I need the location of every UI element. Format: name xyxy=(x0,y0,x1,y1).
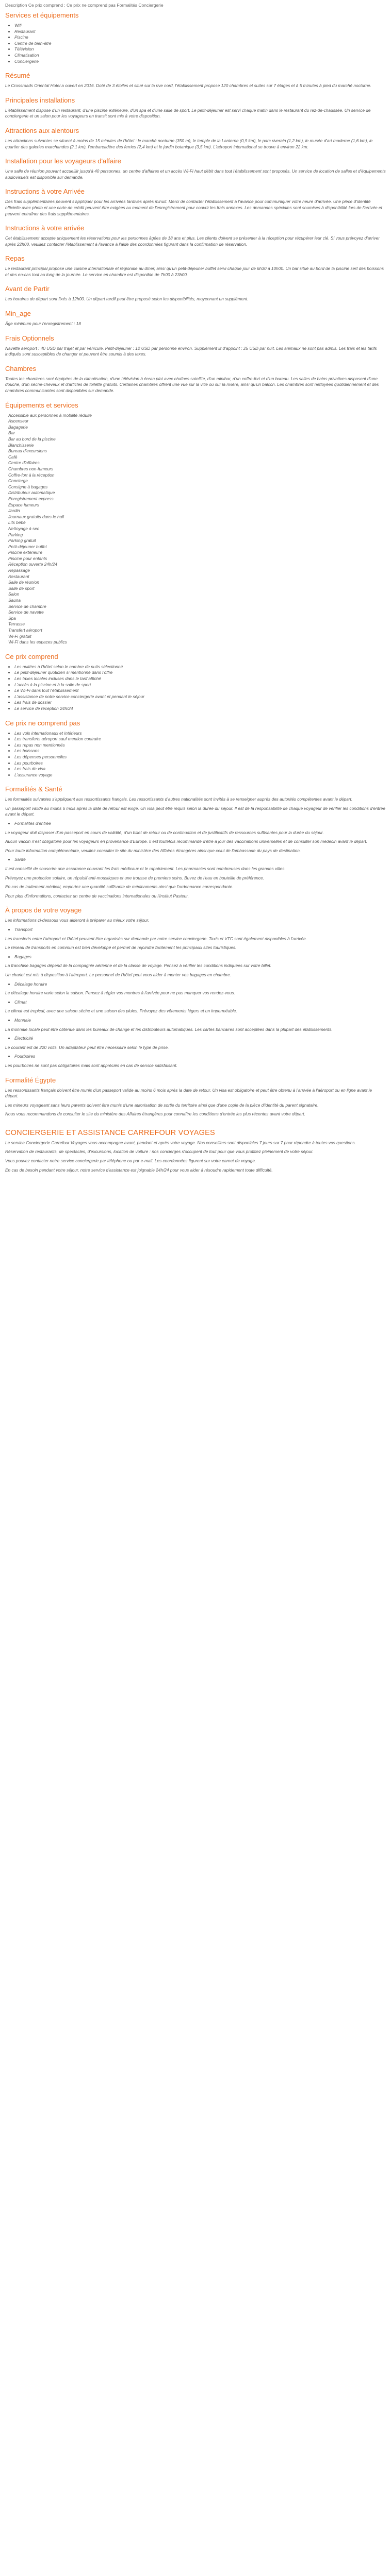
paragraph: Les attractions suivantes se situent à moins de 15 minutes de l'hôtel : le marché nocturne (350 m), le temple de la Lanterne (0,9 km), le parc riverain (1,2 km), le musée d'art moderne (1,6 km), le quartier des galeries marchandes (2,1 km), l'embarcadère des ferries (2,4 km) et le jardin botanique (3,5 km). L'aéroport international se trouve à environ 22 km. xyxy=(5,138,373,149)
paragraph: En cas de besoin pendant votre séjour, notre service d'assistance est joignable 24h/24 pour vous aider à résoudre rapidement toute difficulté. xyxy=(5,1167,273,1173)
list-item: Coffre-fort à la réception xyxy=(8,472,55,478)
bullet-list xyxy=(5,1018,386,1024)
paragraph: Prévoyez une protection solaire, un répulsif anti-moustiques et une trousse de premiers soins. Buvez de l'eau en bouteille de préférence. xyxy=(5,875,264,880)
section-ce-prix-comprend xyxy=(5,653,386,712)
list-item: • Les dépenses personnelles xyxy=(14,754,386,760)
list-item: Enregistrement express xyxy=(8,496,54,501)
paragraph: Le restaurant principal propose une cuisine internationale et régionale au dîner, ainsi qu'un petit-déjeuner buffet servi chaque jour de 6h30 à 10h00. Un bar situé au bord de la piscine sert des boissons et des en-cas tout au long de la journée. Le service en chambre est disponible de 7h00 à 23h00. xyxy=(5,266,384,277)
section-title: Formalités & Santé xyxy=(5,785,62,793)
bullet-list xyxy=(5,821,386,827)
paragraph: Les formalités suivantes s'appliquent aux ressortissants français. Les ressortissants d'autres nationalités sont invités à se renseigner auprès des autorités compétentes avant le départ. xyxy=(5,796,353,802)
list-item: • L'assurance voyage xyxy=(14,772,386,778)
paragraph: Le voyageur doit disposer d'un passeport en cours de validité, d'un billet de retour ou de continuation et de justificatifs de ressources suffisantes pour la durée du séjour. xyxy=(5,829,324,835)
list-item: • Conciergerie xyxy=(14,59,386,65)
list-item: • Restaurant xyxy=(14,29,386,35)
list-item: Consigne à bagages xyxy=(8,484,48,489)
paragraph: Les ressortissants français doivent être munis d'un passeport valide au moins 6 mois après la date de retour. Un visa est obligatoire et peut être obtenu à l'arrivée à l'aéroport ou en ligne avant le départ. xyxy=(5,1087,372,1099)
paragraph: Vous pouvez contacter notre service conciergerie par téléphone ou par e-mail. Les coordonnées figurent sur votre carnet de voyage. xyxy=(5,1158,256,1164)
paragraph: Une salle de réunion pouvant accueillir jusqu'à 40 personnes, un centre d'affaires et un accès Wi-Fi haut débit dans tout l'établissement sont proposés. Un service de location de salles et d'équipements audiovisuels est disponible sur demande. xyxy=(5,168,386,180)
list-item: Ascenseur xyxy=(8,418,29,424)
paragraph: Le réseau de transports en commun est bien développé et permet de rejoindre facilement les principaux sites touristiques. xyxy=(5,945,237,951)
section-title: Équipements et services xyxy=(5,401,78,409)
section-title: Avant de Partir xyxy=(5,285,50,293)
paragraph: Âge minimum pour l'enregistrement : 18 xyxy=(5,321,81,327)
list-item: Restaurant xyxy=(8,573,29,579)
section-frais-optionnels xyxy=(5,334,386,358)
list-item: • Wifi xyxy=(14,23,386,29)
section-title: Min_age xyxy=(5,310,31,318)
breadcrumb: Description Ce prix comprend : Ce prix ne comprend pas Formalités Conciergerie xyxy=(5,3,164,8)
list-item: • Pourboires xyxy=(14,1054,386,1060)
list-item: • Les frais de dossier xyxy=(14,700,386,706)
bullet-list xyxy=(5,23,386,64)
list-item: Salle de sport xyxy=(8,585,35,591)
paragraph: La monnaie locale peut être obtenue dans les bureaux de change et les distributeurs automatiques. Les cartes bancaires sont acceptées dans la plupart des établissements. xyxy=(5,1026,333,1032)
list-item: Accessible aux personnes à mobilité réduite xyxy=(8,412,92,418)
paragraph: Les transferts entre l'aéroport et l'hôtel peuvent être organisés sur demande par notre service conciergerie. Taxis et VTC sont également disponibles à l'arrivée. xyxy=(5,936,307,941)
bullet-list xyxy=(5,954,386,960)
list-item: Salon xyxy=(8,591,20,597)
section-avant-de-partir xyxy=(5,285,386,302)
list-item: • Les frais de visa xyxy=(14,766,386,772)
section-title: Ce prix comprend xyxy=(5,652,58,660)
section-title: Attractions aux alentours xyxy=(5,126,79,134)
section-repas xyxy=(5,255,386,278)
list-item: Centre d'affaires xyxy=(8,460,40,466)
section-formalite-egypte xyxy=(5,1076,386,1117)
section-instructions-a-votre-arrivee xyxy=(5,224,386,247)
section-title: Ce prix ne comprend pas xyxy=(5,719,80,727)
section-title: Installation pour les voyageurs d'affaire xyxy=(5,157,121,165)
bullet-list xyxy=(5,664,386,712)
list-item: Parking xyxy=(8,532,23,537)
list-item: Parking gratuit xyxy=(8,538,36,544)
list-item: • Les taxes locales incluses dans le tarif affiché xyxy=(14,676,386,682)
list-item: Terrasse xyxy=(8,621,25,627)
paragraph: Les informations ci-dessous vous aideront à préparer au mieux votre séjour. xyxy=(5,918,150,923)
section-title: Formalité Égypte xyxy=(5,1076,56,1084)
paragraph: En cas de traitement médical, emportez une quantité suffisante de médicaments ainsi que l'ordonnance correspondante. xyxy=(5,884,234,890)
section-title: Résumé xyxy=(5,72,30,80)
list-item: • Transport xyxy=(14,927,386,933)
paragraph: Des frais supplémentaires peuvent s'appliquer pour les arrivées tardives après minuit. Merci de contacter l'établissement à l'avance pour communiquer votre heure d'arrivée. Une pièce d'identité officielle avec photo et une carte de crédit peuvent être exigées au moment de l'enregistrement pour couvrir les frais annexes. Les demandes spéciales sont soumises à disponibilité lors de l'arrivée et peuvent entraîner des frais supplémentaires. xyxy=(5,199,382,216)
list-item: Petit-déjeuner buffet xyxy=(8,544,47,549)
paragraph: Les horaires de départ sont fixés à 12h00. Un départ tardif peut être proposé selon les disponibilités, moyennant un supplément. xyxy=(5,296,249,302)
paragraph: Navette aéroport : 40 USD par trajet et par véhicule. Petit-déjeuner : 12 USD par personne environ. Supplément lit d'appoint : 25 USD par nuit. Les animaux ne sont pas admis. Les frais et les tarifs indiqués sont susceptibles de changer et peuvent être soumis à des taxes. xyxy=(5,345,377,357)
list-item: Chambres non-fumeurs xyxy=(8,466,54,471)
paragraph: Nous vous recommandons de consulter le site du ministère des Affaires étrangères pour connaître les conditions d'entrée les plus récentes avant votre départ. xyxy=(5,1111,305,1117)
section-title: À propos de votre voyage xyxy=(5,906,82,914)
list-item: Jardin xyxy=(8,508,20,514)
list-item: • Télévision xyxy=(14,46,386,53)
list-item: • Le Wi-Fi dans tout l'établissement xyxy=(14,688,386,694)
paragraph: La franchise bagages dépend de la compagnie aérienne et de la classe de voyage. Pensez à vérifier les conditions indiquées sur votre billet. xyxy=(5,963,272,969)
list-item: Café xyxy=(8,454,18,460)
paragraph: Les mineurs voyageant sans leurs parents doivent être munis d'une autorisation de sortie du territoire ainsi que d'une copie de la pièce d'identité du parent signataire. xyxy=(5,1102,319,1108)
section-title: Chambres xyxy=(5,364,36,372)
list-item: • Piscine xyxy=(14,35,386,41)
paragraph: Les pourboires ne sont pas obligatoires mais sont appréciés en cas de service satisfaisant. xyxy=(5,1062,177,1068)
list-item: • Les boissons xyxy=(14,748,386,754)
list-item: • Les nuitées à l'hôtel selon le nombre de nuits sélectionné xyxy=(14,664,386,670)
section-title: Principales installations xyxy=(5,96,75,104)
list-item: • Décalage horaire xyxy=(14,981,386,988)
paragraph: Le courant est de 220 volts. Un adaptateur peut être nécessaire selon le type de prise. xyxy=(5,1044,169,1050)
list-item: • Le petit-déjeuner quotidien si mentionné dans l'offre xyxy=(14,670,386,676)
list-item: Espace fumeurs xyxy=(8,502,39,507)
list-item: Concierge xyxy=(8,478,28,484)
bullet-list xyxy=(5,981,386,988)
paragraph: Cet établissement accepte uniquement les réservations pour les personnes âgées de 18 ans et plus. Les clients doivent se présenter à la réception pour récupérer leur clé. Si vous prévoyez d'arriver après 22h00, veuillez contacter l'établissement à l'avance à l'aide des coordonnées figurant dans la confirmation de réservation. xyxy=(5,235,380,247)
list-item: • Formalités d'entrée xyxy=(14,821,386,827)
list-item: • Climat xyxy=(14,999,386,1006)
bullet-list xyxy=(5,731,386,778)
bullet-list xyxy=(5,999,386,1006)
bullet-list xyxy=(5,857,386,863)
list-item: Sauna xyxy=(8,598,21,603)
list-item: • L'assistance de notre service conciergerie avant et pendant le séjour xyxy=(14,694,386,700)
list-item: Distributeur automatique xyxy=(8,490,55,496)
list-item: Service de chambre xyxy=(8,603,46,609)
list-item: • Bagages xyxy=(14,954,386,960)
paragraph: Pour toute information complémentaire, veuillez consulter le site du ministère des Affaires étrangères ainsi que celui de l'ambassade du pays de destination. xyxy=(5,848,301,853)
list-item: • Centre de bien-être xyxy=(14,41,386,47)
paragraph: Réservation de restaurants, de spectacles, d'excursions, location de voiture : nos concierges s'occupent de tout pour que vous profitiez pleinement de votre séjour. xyxy=(5,1149,314,1155)
list-item: Piscine extérieure xyxy=(8,550,42,555)
bullet-list xyxy=(5,413,386,646)
section-title: CONCIERGERIE ET ASSISTANCE CARREFOUR VOYAGES xyxy=(5,1128,215,1137)
section-title: Instructions à votre arrivée xyxy=(5,224,85,232)
paragraph: L'établissement dispose d'un restaurant, d'une piscine extérieure, d'un spa et d'une salle de sport. Le petit-déjeuner est servi chaque matin dans le restaurant du rez-de-chaussée. Un service de conciergerie et un salon pour les voyageurs en transit sont mis à votre disposition. xyxy=(5,107,371,119)
section-title: Frais Optionnels xyxy=(5,334,54,342)
bullet-list xyxy=(5,927,386,933)
list-item: Bar au bord de la piscine xyxy=(8,436,56,442)
list-item: Repassage xyxy=(8,568,30,573)
section-title: Services et équipements xyxy=(5,11,79,19)
list-item: • Santé xyxy=(14,857,386,863)
section-a-propos-de-votre-voyage xyxy=(5,906,386,1069)
section-equipements-et-services xyxy=(5,401,386,646)
paragraph: Le climat est tropical, avec une saison sèche et une saison des pluies. Prévoyez des vêtements légers et un imperméable. xyxy=(5,1008,237,1014)
paragraph: Aucun vaccin n'est obligatoire pour les voyageurs en provenance d'Europe. Il est toutefois recommandé d'être à jour des vaccinations universelles et de consulter son médecin avant le départ. xyxy=(5,839,368,844)
list-item: • Monnaie xyxy=(14,1018,386,1024)
section-title: Repas xyxy=(5,255,25,263)
section-instructions-a-votre-arrivee xyxy=(5,188,386,217)
list-item: Salle de réunion xyxy=(8,580,39,585)
section-installation-pour-les-voyageurs-d-affaire xyxy=(5,157,386,180)
section-conciergerie-et-assistance-carrefour-voyages xyxy=(5,1129,386,1173)
list-item: • Électricité xyxy=(14,1036,386,1042)
list-item: Bureau d'excursions xyxy=(8,448,47,454)
list-item: Lits bébé xyxy=(8,520,26,526)
list-item: Service de navette xyxy=(8,609,44,615)
paragraph: Toutes les chambres sont équipées de la climatisation, d'une télévision à écran plat avec chaînes satellite, d'un minibar, d'un coffre-fort et d'un bureau. Les salles de bains privatives disposent d'une douche, d'un sèche-cheveux et d'articles de toilette gratuits. Certaines chambres offrent une vue sur la ville ou sur la rivière, ainsi qu'un balcon. Les chambres sont nettoyées quotidiennement et des chambres communicantes sont disponibles sur demande. xyxy=(5,376,379,394)
bullet-list xyxy=(5,1036,386,1042)
list-item: Transfert aéroport xyxy=(8,628,42,633)
bullet-list xyxy=(5,1054,386,1060)
list-item: • Les repas non mentionnés xyxy=(14,742,386,749)
list-item: Wi-Fi gratuit xyxy=(8,633,31,639)
list-item: • Les vols internationaux et intérieurs xyxy=(14,731,386,737)
list-item: • Les pourboires xyxy=(14,760,386,767)
list-item: • Le service de réception 24h/24 xyxy=(14,706,386,712)
section-services-et-equipements xyxy=(5,11,386,64)
paragraph: Pour plus d'informations, contactez un centre de vaccinations internationales ou l'Institut Pasteur. xyxy=(5,893,189,899)
section-principales-installations xyxy=(5,96,386,120)
section-attractions-aux-alentours xyxy=(5,127,386,150)
list-item: Réception ouverte 24h/24 xyxy=(8,562,58,567)
content xyxy=(5,11,386,1173)
paragraph: Il est conseillé de souscrire une assurance couvrant les frais médicaux et le rapatriement. Les pharmacies sont nombreuses dans les grandes villes. xyxy=(5,866,286,872)
paragraph: Le décalage horaire varie selon la saison. Pensez à régler vos montres à l'arrivée pour ne pas manquer vos rendez-vous. xyxy=(5,990,235,996)
section-min-age xyxy=(5,310,386,327)
list-item: • Climatisation xyxy=(14,53,386,59)
list-item: Nettoyage à sec xyxy=(8,526,39,531)
section-resume xyxy=(5,72,386,89)
list-item: Bagagerie xyxy=(8,424,28,430)
list-item: Spa xyxy=(8,615,16,621)
section-chambres xyxy=(5,365,386,394)
section-formalites-sante xyxy=(5,785,386,899)
list-item: Piscine pour enfants xyxy=(8,555,47,561)
section-title: Instructions à votre Arrivée xyxy=(5,188,85,196)
section-ce-prix-ne-comprend-pas xyxy=(5,719,386,778)
paragraph: Un chariot est mis à disposition à l'aéroport. Le personnel de l'hôtel peut vous aider à monter vos bagages en chambre. xyxy=(5,972,232,977)
paragraph: Le Crossroads Oriental Hotel a ouvert en 2016. Doté de 3 étoiles et situé sur la rive nord, l'établissement propose 120 chambres et suites sur 7 étages et à 5 minutes à pied du marché nocturne. xyxy=(5,83,371,89)
list-item: Wi-Fi dans les espaces publics xyxy=(8,639,67,645)
list-item: • L'accès à la piscine et à la salle de sport xyxy=(14,682,386,688)
paragraph: Le service Conciergerie Carrefour Voyages vous accompagne avant, pendant et après votre voyage. Nos conseillers sont disponibles 7 jours sur 7 pour répondre à toutes vos questions. xyxy=(5,1140,356,1145)
paragraph: Un passeport valide au moins 6 mois après la date de retour est exigé. Un visa peut être requis selon la durée du séjour. Il est de la responsabilité de chaque voyageur de vérifier les conditions d'entrée avant le départ. xyxy=(5,805,385,817)
list-item: • Les transferts aéroport sauf mention contraire xyxy=(14,736,386,742)
list-item: Journaux gratuits dans le hall xyxy=(8,514,64,519)
list-item: Blanchisserie xyxy=(8,442,34,448)
list-item: Bar xyxy=(8,430,15,436)
